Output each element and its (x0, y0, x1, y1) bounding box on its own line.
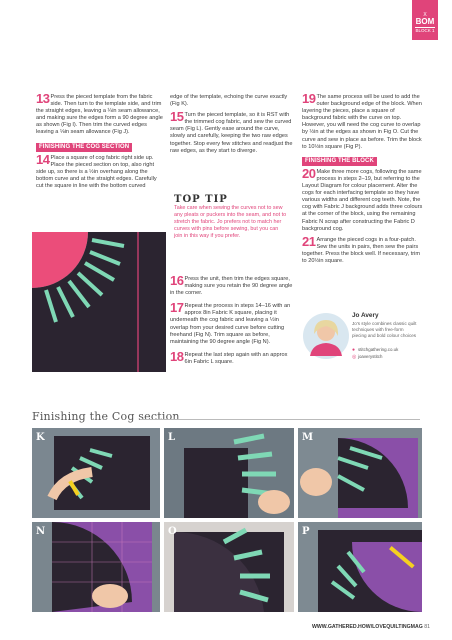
column-2 (170, 94, 294, 159)
step-text: Press the pieced template from the fabric side. Then turn to the template side, and trim the straight edges, leaving a ¼in seam allowance, and making sure the edges form a 90 degree angle as shown (Fig I). Then trim the curved edges leaving a ⅛in seam allowance (Fig J). (36, 94, 163, 136)
section-heading-cog: FINISHING THE COG SECTION (36, 143, 132, 152)
step-text: Repeat the process in steps 14–16 with an approx 8in Fabric K square, placing it underneath the cog fabric and leaving a ½in overlap from your desired curve before cutting freehand (Fig N). Trim square as before, maintaining the 90 degree angle (Fig N). (170, 303, 291, 345)
figure-n-photo (32, 522, 160, 612)
top-tip-box (174, 196, 288, 240)
column-2-lower (170, 273, 294, 370)
author-name: Jo Avery (352, 312, 379, 319)
section-title: Finishing the Cog section (32, 410, 180, 423)
step-text: Press the unit, then trim the edges square, making sure you retain the 90 degree angle in the corner. (170, 276, 293, 297)
column-1 (36, 91, 164, 194)
globe-icon: ● (352, 347, 356, 353)
figure-label: K (36, 432, 45, 443)
step-number: 19 (302, 91, 316, 106)
step-13 (36, 91, 164, 137)
step-15 (170, 109, 294, 155)
figure-l (164, 428, 294, 518)
bom-badge (412, 0, 438, 40)
badge-x: X (423, 12, 427, 18)
column-3 (302, 91, 424, 269)
page-footer (312, 624, 430, 630)
figure-label: N (36, 526, 46, 537)
section-rule (140, 419, 420, 420)
figure-label: O (168, 526, 177, 537)
photo-pieced-cog (32, 232, 166, 372)
step-number: 20 (302, 165, 316, 181)
figure-k-photo (32, 428, 160, 518)
figure-n (32, 522, 160, 612)
top-tip-text: Take care when sewing the curves not to sew any pleats or puckers into the seam, and not to stretch the fabric. Jo prefers not to match her curves with pins before sewing, but you can join in this way if you prefer. (174, 205, 287, 240)
figure-label: P (302, 526, 310, 537)
step-text: Make three more cogs, following the same process in steps 2–19, but referring to the Layout Diagram for colour placement. Alter the cogs for each interfacing template so they have various widths and different cog teeth. Note, the cog with Fabric J background adds three colours at the corner of the block, using the remaining Fabric N scrap after constructing the Fabric D background cog. (302, 168, 423, 232)
figure-o-photo (164, 522, 294, 612)
figure-l-photo (164, 428, 294, 518)
step-16 (170, 273, 294, 297)
step-number: 13 (36, 91, 50, 106)
step-number: 16 (170, 273, 184, 288)
badge-block: BLOCK 1 (415, 28, 435, 33)
author-card (300, 312, 420, 392)
step-number: 15 (170, 109, 184, 125)
badge-bom: BOM (415, 17, 435, 26)
author-website[interactable]: stitchgathering.co.uk (358, 347, 399, 352)
step-14-cont: edge of the template, echoing the curve exactly (Fig K). (170, 94, 288, 108)
footer-url[interactable]: WWW.GATHERED.HOW/LOVEQUILTINGMAG (312, 624, 423, 630)
step-text: Place a square of cog fabric right side up. Place the pieced section on top, also right side up, so there is a ½in overhang along the bottom curve and at the straight edges. Carefully cut the square in line with the bottom curved (36, 154, 157, 190)
step-text: The same process will be used to add the outer background edge of the block. When layering the pieces, place a square of background fabric with the curve on top. However, you will need the cog curve to overlap by ½in at the edges as shown in Fig O. Cut the curve and sew in place as before. Trim the block to 10½in square (Fig P). (302, 94, 422, 150)
figure-o (164, 522, 294, 612)
step-number: 18 (170, 348, 184, 364)
step-number: 14 (36, 151, 50, 167)
section-heading-block: FINISHING THE BLOCK (302, 157, 377, 166)
step-text: Turn the pieced template, so it is RST with the trimmed cog fabric, and sew the curved seam (Fig L). Gently ease around the curve, slowly and carefully, keeping the two raw edges together. Stop every few stitches and readjust the raw edges, as they start to diverge. (170, 112, 293, 154)
figure-k (32, 428, 160, 518)
figure-label: M (302, 432, 314, 443)
step-14 (36, 151, 164, 190)
figure-p-photo (298, 522, 422, 612)
step-21 (302, 233, 424, 265)
author-bio: Jo's style combines classic quilt techniques with free-form piecing and bold colour choices (352, 321, 417, 338)
figure-p (298, 522, 422, 612)
top-tip-title: TOP TIP (174, 194, 228, 205)
step-text: Repeat the last step again with an approx 6in Fabric L square. (184, 351, 288, 365)
step-17 (170, 300, 294, 346)
figure-m (298, 428, 422, 518)
figure-label: L (168, 432, 176, 443)
page-number: 81 (424, 624, 430, 630)
author-instagram[interactable]: joaverystitch (358, 354, 383, 359)
step-19 (302, 91, 424, 151)
step-18 (170, 348, 294, 366)
figure-m-photo (298, 428, 422, 518)
step-text: Arrange the pieced cogs in a four-patch. Sew the units in pairs, then sew the pairs together. Press the block well. If necessary, trim to 20½in square. (302, 236, 421, 264)
instagram-icon: ◎ (352, 354, 357, 360)
step-number: 17 (170, 300, 184, 316)
pieced-cog-illustration (32, 232, 166, 372)
author-avatar (302, 312, 350, 360)
step-20 (302, 165, 424, 233)
step-number: 21 (302, 233, 316, 249)
